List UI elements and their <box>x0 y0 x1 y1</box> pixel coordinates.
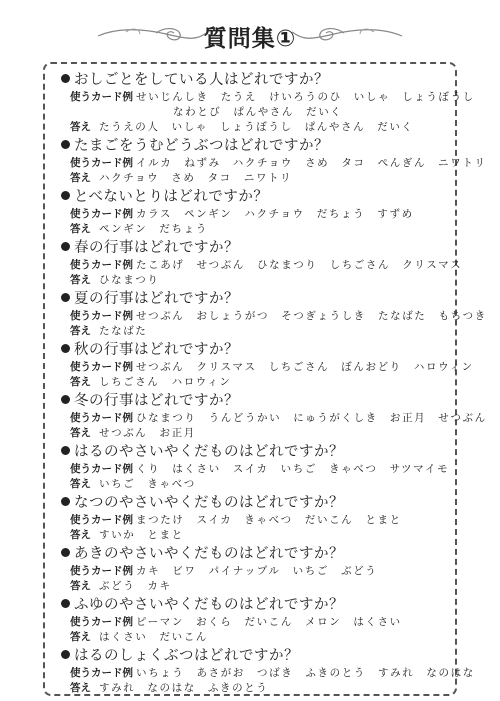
cards-row <box>61 666 475 681</box>
question-item <box>61 493 451 544</box>
answer-label: 答え <box>70 223 91 235</box>
question-label: ふゆのやさいやくだものはどれですか？ <box>74 597 344 613</box>
cards-label: 使うカード例 <box>70 514 133 526</box>
question-item <box>61 187 451 238</box>
cards-label: 使うカード例 <box>70 259 133 271</box>
answer-label: 答え <box>70 631 91 643</box>
bullet-icon <box>61 650 70 659</box>
cards-row <box>61 615 451 630</box>
question-text <box>61 340 451 360</box>
cards-value: カキ ビワ パイナップル いちご ぶどう <box>136 565 378 577</box>
question-item <box>61 544 451 595</box>
answer-label: 答え <box>70 478 91 490</box>
cards-row <box>61 207 451 222</box>
question-text <box>61 544 451 564</box>
cards-value: たこあげ せつぶん ひなまつり しちごさん クリスマス <box>136 259 463 271</box>
question-item <box>61 442 451 493</box>
title-area <box>0 14 500 54</box>
question-text <box>61 646 451 666</box>
question-label: あきのやさいやくだものはどれですか？ <box>74 546 344 562</box>
answer-row <box>61 375 451 390</box>
question-text <box>61 70 451 90</box>
cards-value: いちょう あさがお つばき ふきのとう すみれ なのはな <box>136 667 475 679</box>
answer-label: 答え <box>70 274 91 286</box>
answer-row <box>61 630 451 645</box>
cards-row <box>61 564 451 579</box>
question-text <box>61 391 451 411</box>
answer-row <box>61 426 451 441</box>
answer-value: ひなまつり <box>99 274 160 286</box>
answer-row <box>61 273 451 288</box>
bullet-icon <box>61 497 70 506</box>
cards-row <box>61 258 463 273</box>
cards-label: 使うカード例 <box>70 667 133 679</box>
question-text <box>61 238 451 258</box>
cards-label: 使うカード例 <box>70 91 133 103</box>
bullet-icon <box>61 446 70 455</box>
question-text <box>61 289 451 309</box>
answer-value: たうえの人 いしゃ しょうぼうし ぱんやさん だいく <box>99 121 414 133</box>
question-label: おしごとをしている人はどれですか？ <box>74 72 329 88</box>
answer-row <box>61 681 451 696</box>
question-label: たまごをうむどうぶつはどれですか？ <box>74 138 329 154</box>
bullet-icon <box>61 293 70 302</box>
cards-value: せつぶん クリスマス しちごさん ぼんおどり ハロウィン <box>136 361 474 373</box>
question-item <box>61 646 475 697</box>
bullet-icon <box>61 395 70 404</box>
bullet-icon <box>61 140 70 149</box>
answer-row <box>61 222 451 237</box>
question-item <box>61 289 487 340</box>
cards-label: 使うカード例 <box>70 565 133 577</box>
question-item <box>61 340 474 391</box>
cards-value: ひなまつり うんどうかい にゅうがくしき お正月 せつぶん <box>136 412 487 424</box>
bullet-icon <box>61 599 70 608</box>
bullet-icon <box>61 74 70 83</box>
right-flourish-ornament <box>289 24 404 46</box>
question-label: なつのやさいやくだものはどれですか？ <box>74 495 344 511</box>
cards-row <box>61 411 487 426</box>
answer-label: 答え <box>70 529 91 541</box>
question-label: 秋の行事はどれですか？ <box>74 342 239 358</box>
question-text <box>61 442 451 462</box>
answer-label: 答え <box>70 121 91 133</box>
bullet-icon <box>61 344 70 353</box>
cards-label: 使うカード例 <box>70 412 133 424</box>
question-label: とべないとりはどれですか？ <box>74 189 269 205</box>
cards-row <box>61 156 487 171</box>
question-list <box>61 70 487 697</box>
bullet-icon <box>61 242 70 251</box>
answer-value: いちご きゃべつ <box>99 478 196 490</box>
cards-value: まつたけ スイカ きゃべつ だいこん とまと <box>136 514 402 526</box>
cards-row <box>61 360 474 375</box>
question-label: はるのしょくぶつはどれですか？ <box>74 648 299 664</box>
cards-row <box>61 462 451 477</box>
question-text <box>61 595 451 615</box>
cards-label: 使うカード例 <box>70 208 133 220</box>
question-label: 春の行事はどれですか？ <box>74 240 239 256</box>
answer-value: しちごさん ハロウィン <box>99 376 232 388</box>
cards-value: ピーマン おくら だいこん メロン はくさい <box>136 616 402 628</box>
question-item <box>61 136 487 187</box>
answer-value: たなばた <box>99 325 148 337</box>
answer-row <box>61 324 451 339</box>
question-label: 冬の行事はどれですか？ <box>74 393 239 409</box>
page-title: 質問集① <box>203 26 297 52</box>
bullet-icon <box>61 548 70 557</box>
question-item <box>61 391 487 442</box>
cards-value: せいじんしき たうえ けいろうのひ いしゃ しょうぼうし <box>136 91 475 103</box>
question-text <box>61 136 451 156</box>
cards-row <box>61 309 487 324</box>
cards-value-continued: なわとび ぱんやさん だいく <box>173 106 343 118</box>
answer-value: ペンギン だちょう <box>99 223 208 235</box>
answer-value: せつぶん お正月 <box>99 427 196 439</box>
question-item <box>61 70 475 136</box>
answer-value: すみれ なのはな ふきのとう <box>99 682 269 694</box>
question-text <box>61 187 451 207</box>
answer-label: 答え <box>70 427 91 439</box>
answer-value: すいか とまと <box>99 529 184 541</box>
cards-value: くり はくさい スイカ いちご きゃべつ サツマイモ <box>136 463 450 475</box>
cards-label: 使うカード例 <box>70 463 133 475</box>
cards-label: 使うカード例 <box>70 361 133 373</box>
cards-value: せつぶん おしょうがつ そつぎょうしき たなばた もちつき <box>136 310 487 322</box>
cards-value: カラス ペンギン ハクチョウ だちょう すずめ <box>136 208 414 220</box>
answer-label: 答え <box>70 172 91 184</box>
question-item <box>61 595 451 646</box>
answer-row <box>61 528 451 543</box>
answer-row <box>61 477 451 492</box>
answer-label: 答え <box>70 376 91 388</box>
cards-label: 使うカード例 <box>70 616 133 628</box>
answer-value: ぶどう カキ <box>99 580 172 592</box>
question-item <box>61 238 463 289</box>
question-label: はるのやさいやくだものはどれですか？ <box>74 444 344 460</box>
answer-label: 答え <box>70 682 91 694</box>
answer-row <box>61 120 451 135</box>
answer-row <box>61 171 451 186</box>
answer-label: 答え <box>70 325 91 337</box>
cards-label: 使うカード例 <box>70 310 133 322</box>
answer-value: はくさい だいこん <box>99 631 208 643</box>
cards-label: 使うカード例 <box>70 157 133 169</box>
cards-row-continued <box>61 105 451 120</box>
cards-row <box>61 90 475 105</box>
bullet-icon <box>61 191 70 200</box>
cards-value: イルカ ねずみ ハクチョウ さめ タコ ぺんぎん ニワトリ <box>136 157 487 169</box>
question-label: 夏の行事はどれですか？ <box>74 291 239 307</box>
answer-value: ハクチョウ さめ タコ ニワトリ <box>99 172 293 184</box>
answer-row <box>61 579 451 594</box>
answer-label: 答え <box>70 580 91 592</box>
question-text <box>61 493 451 513</box>
cards-row <box>61 513 451 528</box>
